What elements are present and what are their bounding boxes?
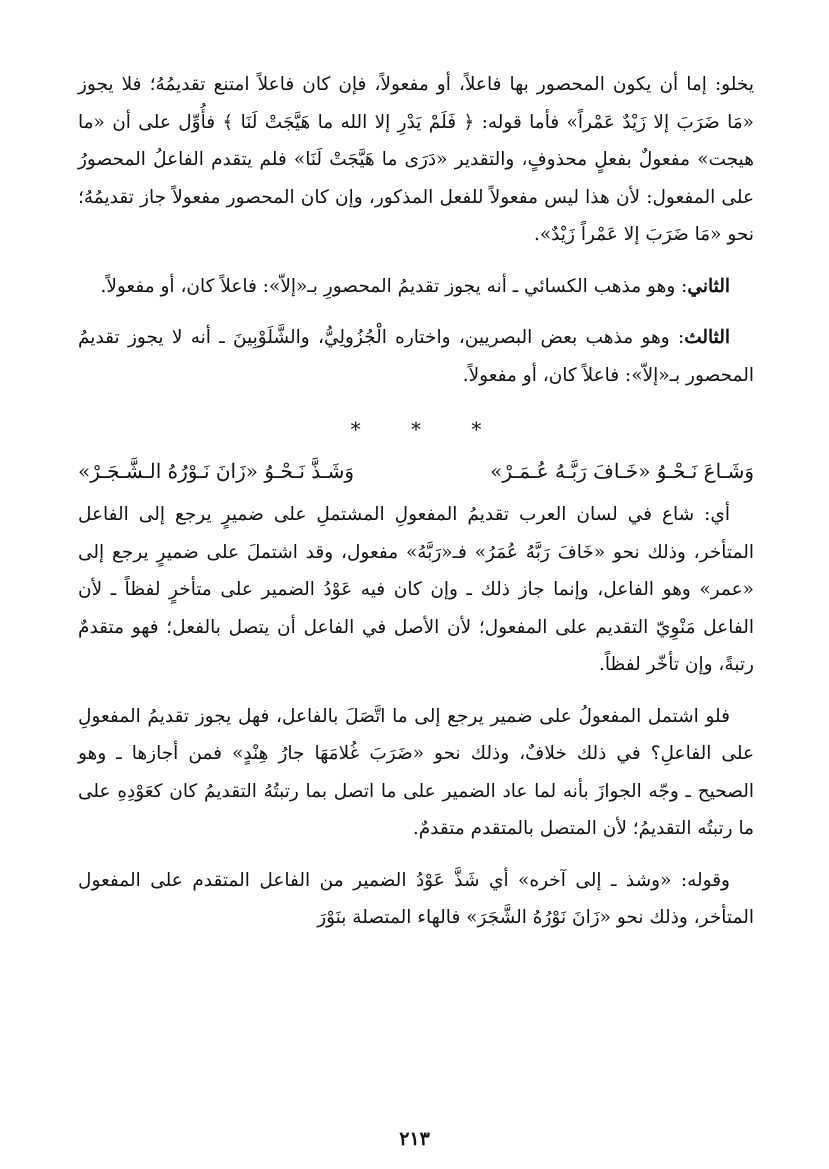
verse-second-hemistich: وَشَـذَّ نَـحْـوُ «زَانَ نَـوْرُهُ الـشَّـجَـرْ»	[78, 459, 355, 483]
second-opinion-paragraph	[78, 268, 754, 306]
closing-line-2: على المفعول المتأخر، وذلك نحو «زَانَ نَوْرُهُ الشَّجَرَ» فالهاء المتصلة بنَوْرَ	[78, 869, 754, 928]
closing-line-1: وقوله: «وشذ ـ إلى آخره» أي شَذَّ عَوْدُ الضمير من الفاعل المتقدم	[192, 869, 730, 891]
second-opinion-label: الثاني	[687, 275, 730, 297]
page-number: ٢١٣	[399, 1128, 430, 1150]
explanation-line-3: اشتملَ على ضميرٍ يرجع إلى «عمر» وهو الفاعل، وإنما جاز ذلك ـ وإن كان	[78, 541, 754, 600]
question-line-5: المتصل بالمتقدم متقدمٌ.	[412, 818, 597, 839]
third-opinion-paragraph	[78, 319, 754, 394]
question-line-4: الضمير على ما اتصل بما رتبتُهُ التقديمُ كان كعَوْدِهِ على ما رتبتُه التقديمُ؛ لأن	[78, 780, 754, 839]
explanation-paragraph	[78, 496, 754, 684]
explanation-line-1: أي: شاع في لسان العرب تقديمُ المفعولِ المشتملِ على ضميرٍ يرجع	[175, 504, 730, 525]
question-line-1: فلو اشتمل المفعولُ على ضمير يرجع إلى ما اتَّصَلَ بالفاعل، فهل	[237, 705, 730, 727]
question-paragraph	[78, 698, 754, 848]
explanation-line-2: إلى الفاعل المتأخر، وذلك نحو «خَافَ رَبَّهُ عُمَرُ» فـ«رَبَّهُ» مفعول، وقد	[78, 504, 754, 563]
third-line-2: ـ أنه لا يجوز تقديمُ المحصور بـ«إلاّ»: فاعلاً كان، أو مفعولاً.	[78, 327, 754, 386]
section-separator: * * *	[350, 417, 504, 441]
verse-line	[78, 452, 754, 490]
intro-paragraph	[78, 66, 754, 254]
explanation-line-4: فيه عَوْدُ الضمير على متأخرٍ لفظاً ـ لأن الفاعل مَنْوِيّ التقديم على المفعول؛	[78, 579, 754, 638]
intro-line-1: يخلو: إما أن يكون المحصور بها فاعلاً، أو مفعولاً، فإن كان فاعلاً امتنع	[213, 74, 754, 95]
page-body	[78, 66, 754, 937]
intro-line-6: ضَرَبَ إلا عَمْراً زَيْدٌ».	[533, 224, 689, 245]
intro-line-2: تقديمُهُ؛ فلا يجوز «مَا ضَرَبَ إلا زَيْدٌ عَمْراً» فأما قوله: ﴿ فَلَمْ يَدْرِ إلا الله ما	[78, 74, 754, 133]
intro-line-5: مفعولاً للفعل المذكور، وإن كان المحصور مفعولاً جاز تقديمُهُ؛ نحو «مَا	[78, 186, 754, 245]
intro-line-3: هَيَّجَتْ لَنَا ﴾ فأُوِّل على أن «ما هيجت» مفعولٌ بفعلٍ محذوفٍ، والتقدير	[78, 111, 754, 170]
second-line-1: : وهو مذهب الكسائي ـ أنه يجوز تقديمُ المحصورِ بـ«إلاّ»:	[262, 275, 688, 297]
explanation-line-5: لأن الأصل في الفاعل أن يتصل بالفعل؛ فهو متقدمٌ رتبةً، وإن تأخّر لفظاً.	[78, 616, 754, 675]
second-line-2: فاعلاً كان، أو مفعولاً.	[100, 275, 257, 297]
third-line-1: : وهو مذهب بعض البصريين، واختاره الْجُزُولِيُّ، والشَّلَوْبِينَ	[232, 327, 685, 348]
third-opinion-label: الثالث	[684, 327, 730, 348]
verse-first-hemistich: وَشَـاعَ نَـحْـوُ «خَـافَ رَبَّـهُ عُـمَـرْ»	[490, 459, 754, 483]
intro-line-4: «دَرَى ما هَيَّجَتْ لَنَا» فلم يتقدم الفاعلُ المحصورُ على المفعول: لأن هذا ليس	[78, 149, 754, 208]
question-line-3: غُلامَهَا جارُ هِنْدٍ» فمن أجازها ـ وهو الصحيح ـ وجّه الجوازَ بأنه لما عاد	[78, 743, 754, 802]
question-line-2: يجوز تقديمُ المفعولِ على الفاعلِ؟ في ذلك خلافٌ، وذلك نحو «ضَرَبَ	[78, 705, 754, 764]
closing-paragraph	[78, 862, 754, 937]
